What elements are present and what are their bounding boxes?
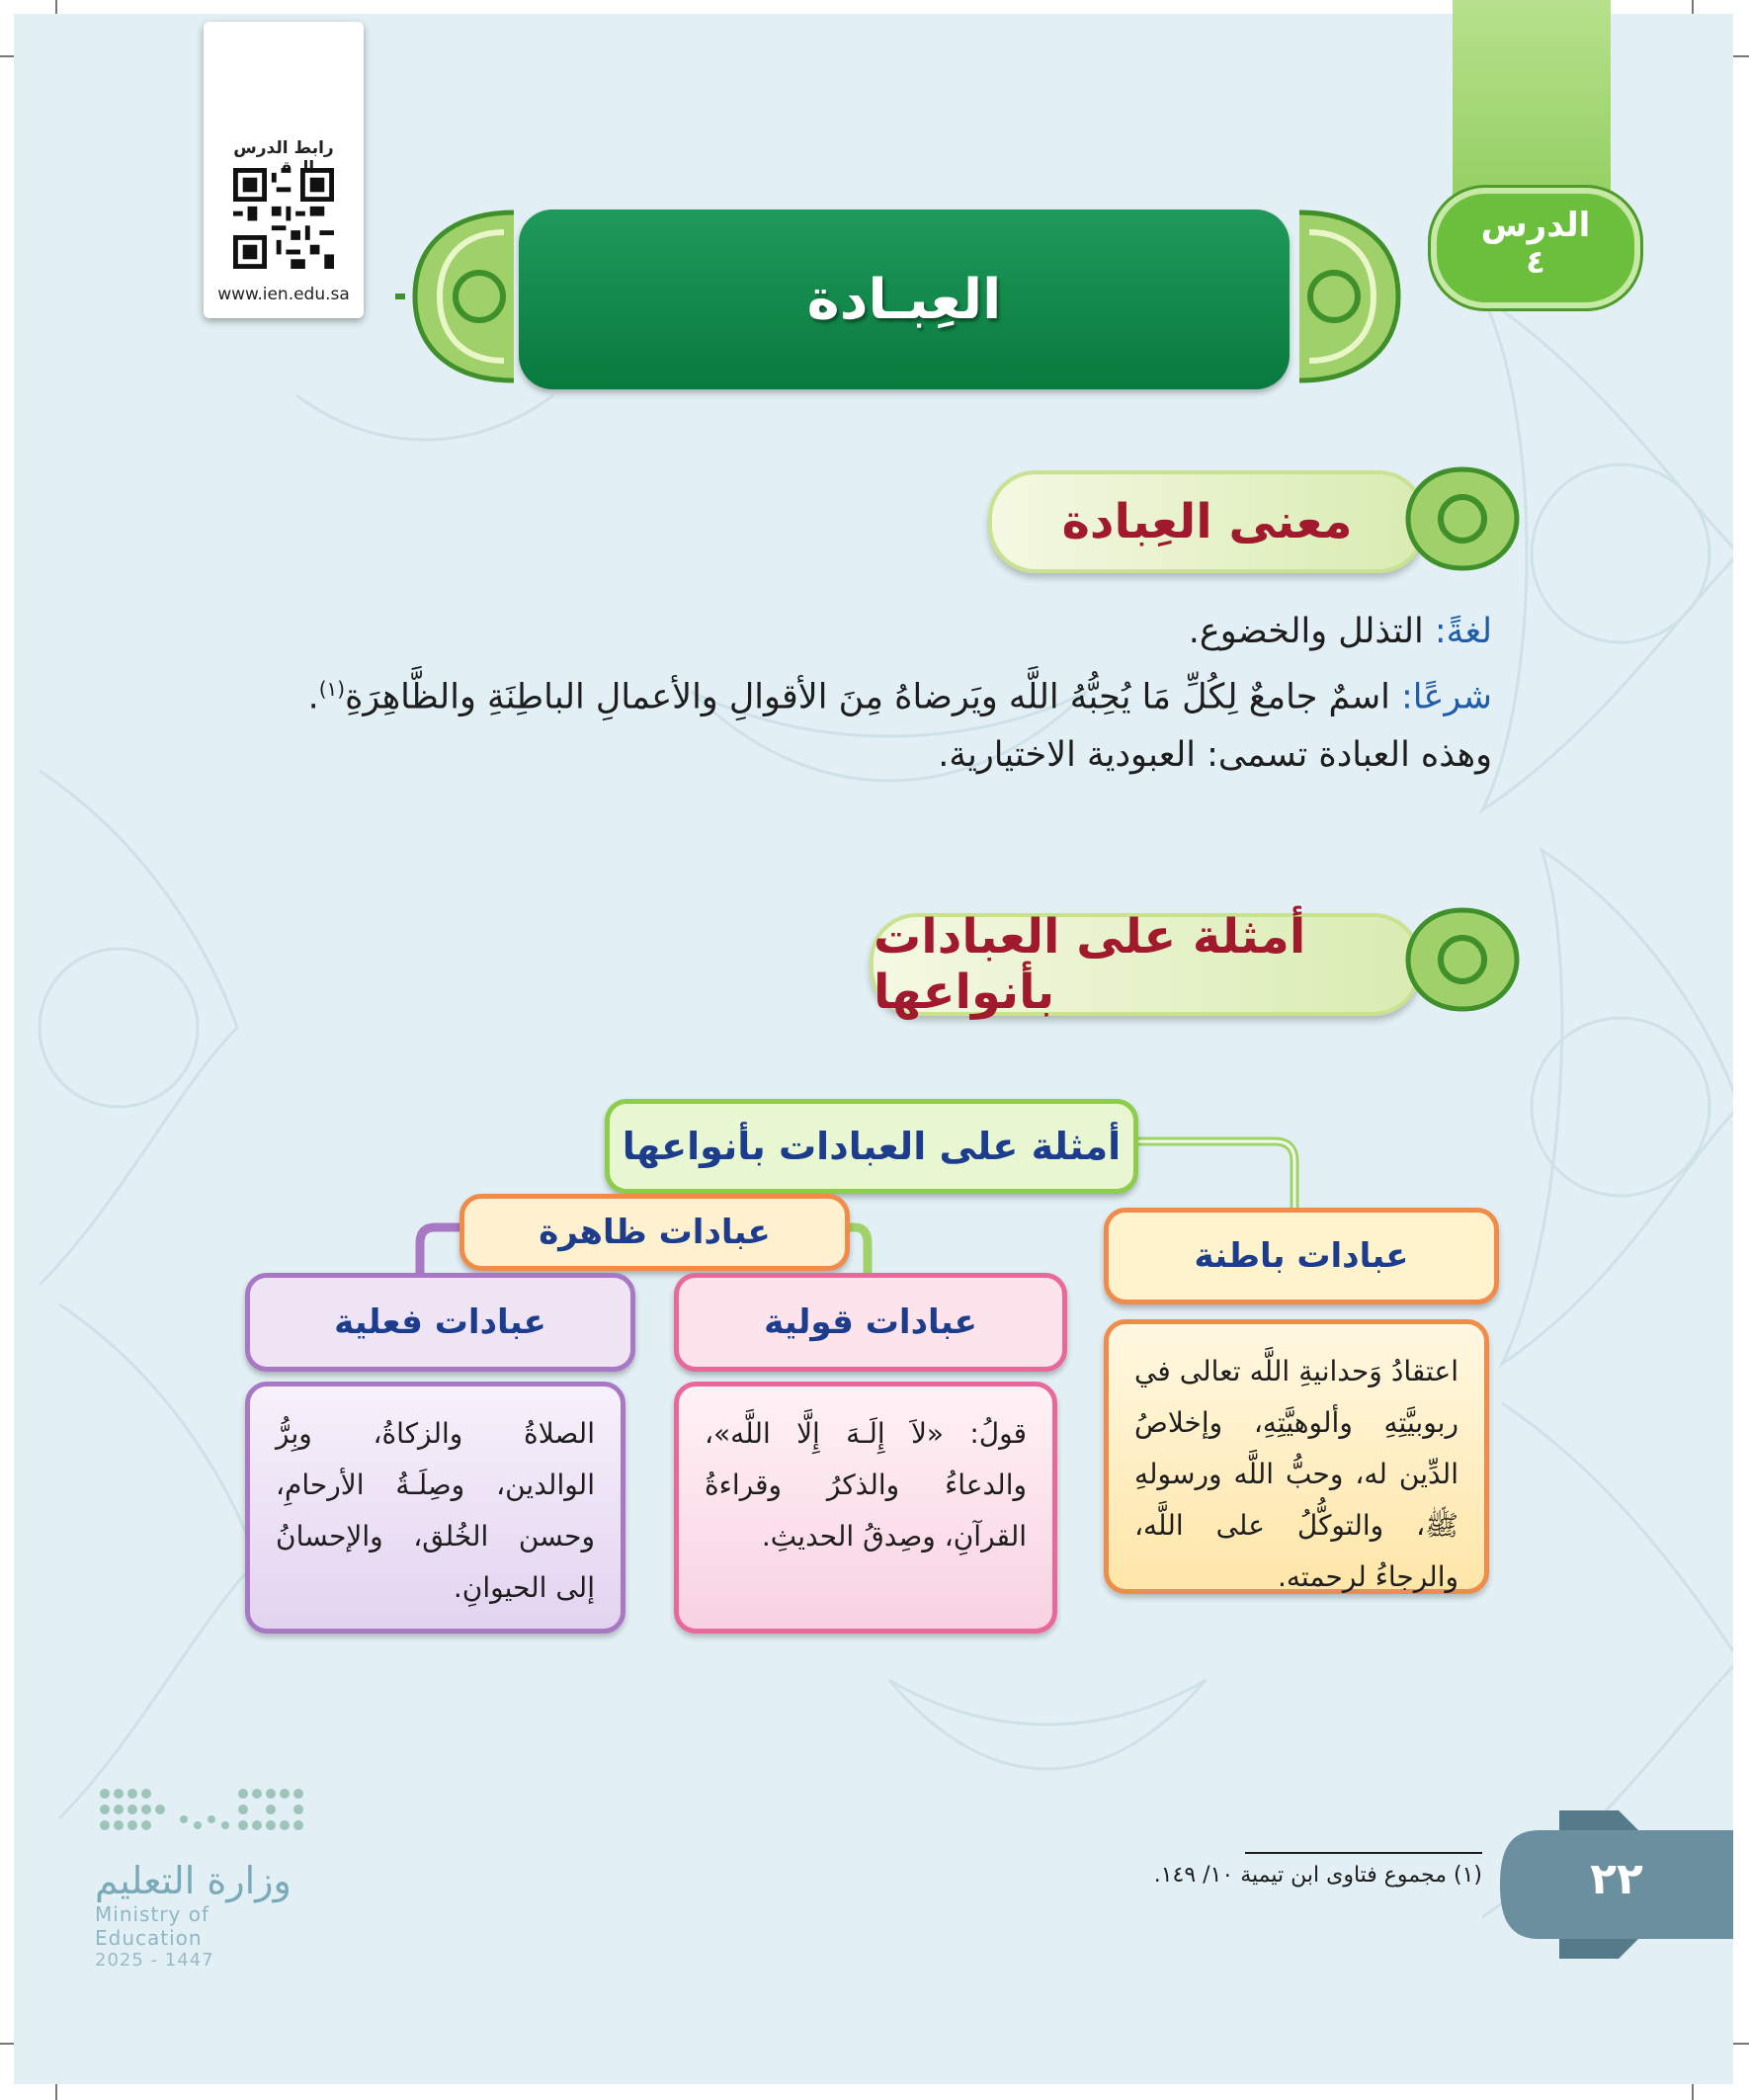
- ministry-logo: [95, 1774, 322, 1971]
- diagram-node-batina: [1104, 1208, 1499, 1304]
- footnote: (١) مجموع فتاوى ابن تيمية ١٠/ ١٤٩.: [1153, 1863, 1482, 1888]
- footnote-divider: [1245, 1852, 1482, 1854]
- diagram-filia-examples: الصلاةُ والزكاةُ، وبِرُّ الوالدين، وصِلَـةُ الأرحامِ، وحسن الخُلق، والإحسانُ إلى الحيوانِ.: [245, 1382, 625, 1634]
- lesson-label: الدرس: [1480, 206, 1591, 245]
- ministry-name-en: Ministry of Education: [95, 1902, 209, 1950]
- page-number-tab: [1500, 1810, 1733, 1959]
- diagram-root-node: [605, 1099, 1138, 1194]
- qr-url-link[interactable]: www.ien.edu.sa: [217, 285, 350, 304]
- page-number: ٢٢: [1590, 1854, 1643, 1904]
- section-ornament-icon: [1403, 464, 1522, 573]
- section-heading-meaning: [988, 470, 1426, 573]
- diagram-root-label: أمثلة على العبادات بأنواعها: [622, 1125, 1122, 1168]
- lesson-title-banner: [519, 210, 1290, 389]
- definition-note: وهذه العبادة تسمى: العبودية الاختيارية.: [938, 734, 1492, 775]
- definition-legal: شرعًا: اسمٌ جامعٌ لِكُلِّ مَا يُحِبُّهُ اللَّه ويَرضاهُ مِنَ الأقوالِ والأعمالِ الباطِنَةِ والظَّاهِرَةِ$^{(١)}$.: [307, 677, 1492, 717]
- title-left-ornament-icon: [395, 203, 519, 390]
- ministry-year: 2025 - 1447: [95, 1950, 214, 1971]
- lesson-number: ٤: [1526, 243, 1545, 281]
- qr-code-icon[interactable]: [233, 168, 334, 269]
- diagram-qawlia-label: عبادات قولية: [764, 1302, 977, 1342]
- diagram-batina-examples: اعتقادُ وَحدانيةِ اللَّه تعالى في ربوبيَّتِهِ وألوهيَّتِهِ، وإخلاصُ الدِّين له، وحبُّ اللَّه ورسولهِ ﷺ، والتوكُّلُ على اللَّه، والرجاءُ لرحمته.: [1104, 1319, 1489, 1594]
- diagram-node-filia: [245, 1273, 635, 1372]
- diagram-zahira-label: عبادات ظاهرة: [539, 1213, 771, 1252]
- diagram-filia-label: عبادات فعلية: [334, 1302, 546, 1342]
- diagram-batina-label: عبادات باطنة: [1194, 1236, 1409, 1276]
- title-right-ornament-icon: [1294, 203, 1418, 390]
- diagram-node-qawlia: [674, 1273, 1067, 1372]
- ministry-logo-dots-icon: [95, 1774, 312, 1863]
- section-ornament-icon: [1403, 905, 1522, 1014]
- shara-text: اسمٌ جامعٌ لِكُلِّ مَا يُحِبُّهُ اللَّه ويَرضاهُ مِنَ الأقوالِ والأعمالِ الباطِنَةِ والظَّاهِرَةِ: [345, 677, 1390, 717]
- lugha-label: لغةً:: [1434, 612, 1492, 651]
- ministry-name-ar: وزارة التعليم: [95, 1859, 292, 1902]
- shara-label: شرعًا:: [1401, 677, 1492, 717]
- page-title: العِبـادة: [806, 267, 1002, 332]
- qr-card[interactable]: [204, 22, 364, 318]
- definition-paragraph: [306, 603, 1492, 784]
- lugha-text: التذلل والخضوع.: [1188, 612, 1424, 651]
- section-heading-examples: [870, 909, 1421, 1020]
- section-heading-meaning-text: معنى العِبادة: [1061, 494, 1353, 549]
- diagram-qawlia-examples: قولُ: «لاَ إِلَـهَ إِلَّا اللَّه»، والدعاءُ والذكرُ وقراءةُ القرآنِ، وصِدقُ الحديثِ.: [674, 1382, 1057, 1634]
- diagram-node-zahira: [459, 1194, 850, 1271]
- lesson-badge: [1431, 188, 1640, 308]
- section-heading-examples-text: أمثلة على العبادات بأنواعها: [874, 909, 1306, 1020]
- qr-label: رابط الدرس: [233, 138, 334, 158]
- footnote-ref[interactable]: (١): [318, 677, 346, 701]
- definition-linguistic: [306, 603, 1492, 660]
